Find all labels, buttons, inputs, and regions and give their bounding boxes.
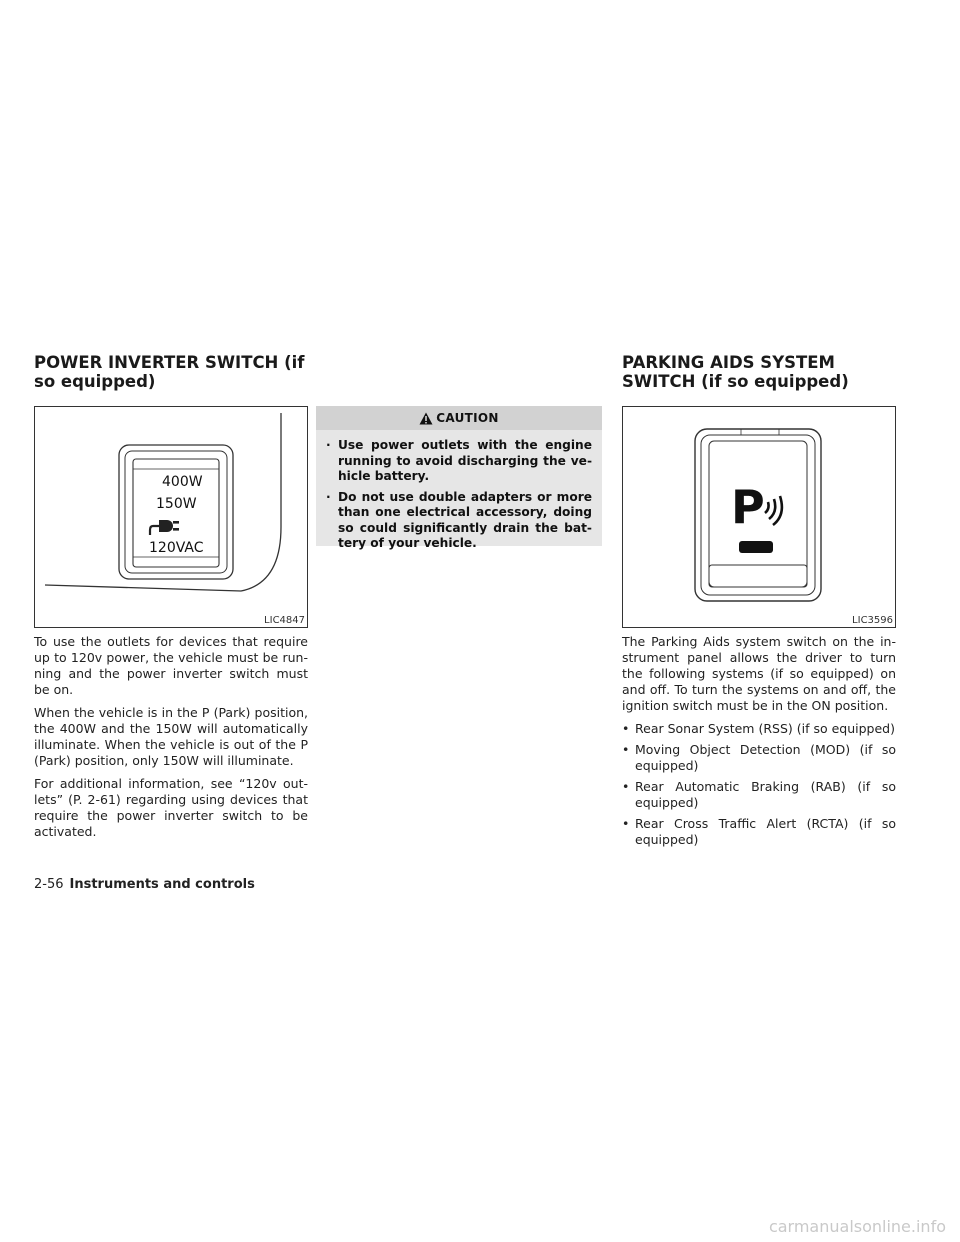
power-inverter-heading: POWER INVERTER SWITCH (if so equipped) — [34, 353, 305, 391]
section-title: Instruments and controls — [69, 877, 255, 892]
power-inverter-figure — [34, 406, 308, 628]
caution-box — [316, 406, 602, 550]
caution-header — [316, 406, 602, 430]
paragraph: For additional information, see “120v out-lets” (P. 2-61) regarding using devices that require the power inverter switch to be activated. — [34, 776, 308, 839]
indicator-light — [739, 541, 773, 553]
figure-code: LIC3596 — [852, 615, 893, 626]
label-400w: 400W — [162, 474, 203, 490]
paragraph: To use the outlets for devices that require up to 120v power, the vehicle must be run-ning and the power inverter switch must be on. — [34, 634, 308, 697]
warning-icon — [419, 412, 433, 425]
caution-title: CAUTION — [436, 411, 499, 425]
watermark: carmanualsonline.info — [768, 1217, 946, 1236]
parking-aids-body — [622, 634, 896, 853]
label-150w: 150W — [156, 496, 197, 512]
paragraph: When the vehicle is in the P (Park) position, the 400W and the 150W will automatically illuminate. When the vehicle is out of the P (Park) position, only 150W will illuminate. — [34, 705, 308, 768]
power-inverter-switch-illustration — [35, 407, 307, 627]
page-number: 2-56 — [34, 877, 64, 892]
list-item: • Rear Automatic Braking (RAB) (if so equipped) — [622, 779, 896, 811]
page-footer — [34, 877, 255, 892]
list-item: • Rear Cross Traffic Alert (RCTA) (if so equipped) — [622, 816, 896, 848]
figure-code: LIC4847 — [264, 615, 305, 626]
systems-list — [622, 721, 896, 848]
caution-item: · Use power outlets with the engine running to avoid discharging the ve-hicle battery. — [326, 438, 592, 485]
parking-aids-switch-illustration — [623, 407, 895, 627]
list-item: • Rear Sonar System (RSS) (if so equipped) — [622, 721, 896, 737]
caution-item: · Do not use double adapters or more than one electrical accessory, doing so could significantly drain the bat-tery of your vehicle. — [326, 490, 592, 552]
parking-aids-figure — [622, 406, 896, 628]
power-inverter-body — [34, 634, 308, 847]
label-120vac: 120VAC — [149, 540, 204, 556]
parking-aids-heading: PARKING AIDS SYSTEM SWITCH (if so equipped) — [622, 353, 849, 391]
paragraph: The Parking Aids system switch on the in-strument panel allows the driver to turn the following systems (if so equipped) on and off. To turn the systems on and off, the ignition switch must be in the ON position. — [622, 634, 896, 713]
list-item: • Moving Object Detection (MOD) (if so equipped) — [622, 742, 896, 774]
svg-text:P: P — [731, 480, 765, 534]
